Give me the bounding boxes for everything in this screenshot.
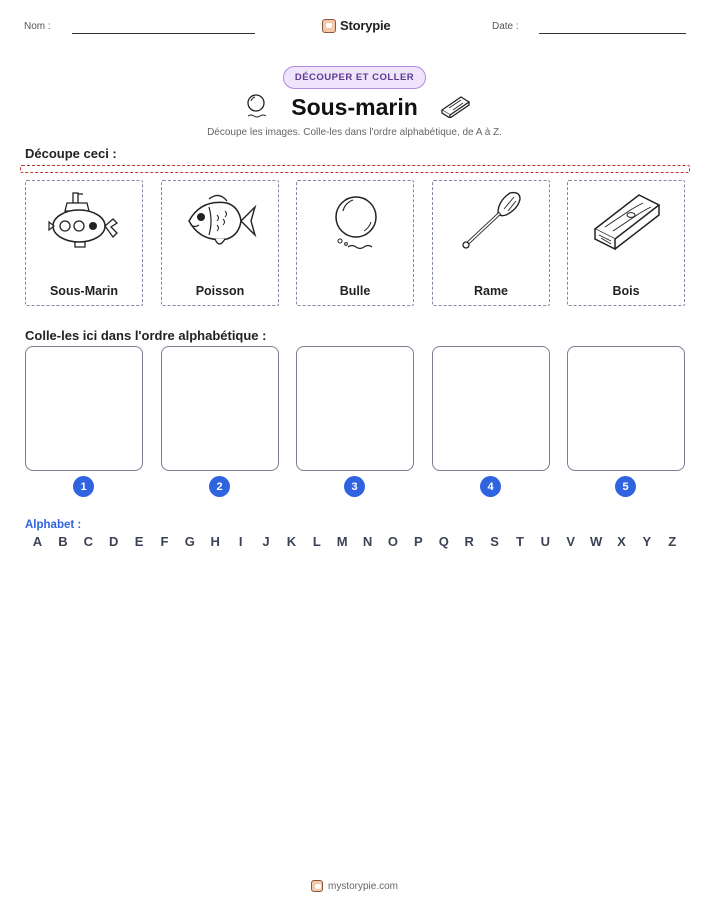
wood-plank-icon xyxy=(587,189,667,255)
alphabet-letter: S xyxy=(490,534,499,549)
storypie-logo-icon xyxy=(322,19,336,33)
name-line xyxy=(72,33,255,34)
alphabet-letter: I xyxy=(238,534,243,549)
alphabet-letter: W xyxy=(589,534,603,549)
number-badge-5: 5 xyxy=(615,476,636,497)
card-label-bubble: Bulle xyxy=(339,284,371,298)
alphabet-letter: H xyxy=(210,534,220,549)
alphabet-letter: R xyxy=(464,534,474,549)
date-label: Date : xyxy=(492,21,519,32)
alphabet-letter: V xyxy=(566,534,576,549)
brand-logo xyxy=(322,18,390,33)
alphabet-letter: A xyxy=(32,534,43,549)
page-title: Sous-marin xyxy=(291,94,418,120)
footer xyxy=(0,880,709,892)
paste-box-3[interactable] xyxy=(296,346,414,471)
alphabet-letter: U xyxy=(540,534,550,549)
paste-box-2[interactable] xyxy=(161,346,279,471)
header xyxy=(0,18,709,38)
alphabet-letter: T xyxy=(515,534,524,549)
paste-box-1[interactable] xyxy=(25,346,143,471)
cut-card-bubble[interactable] xyxy=(296,180,414,306)
alphabet-letter: O xyxy=(387,534,399,549)
submarine-icon xyxy=(45,189,125,255)
cut-line xyxy=(20,165,690,173)
storypie-logo-icon xyxy=(311,880,323,892)
paste-box-4[interactable] xyxy=(432,346,550,471)
alphabet-letter: G xyxy=(184,534,195,549)
number-badge-3: 3 xyxy=(344,476,365,497)
number-badge-1: 1 xyxy=(73,476,94,497)
title-row xyxy=(0,92,709,124)
wood-plank-icon xyxy=(439,94,471,118)
alphabet-letter: Z xyxy=(668,534,677,549)
alphabet-letter: Y xyxy=(642,534,652,549)
alphabet-letter: D xyxy=(108,534,119,549)
alphabet-row xyxy=(25,534,685,549)
alphabet-letter: J xyxy=(262,534,270,549)
alphabet-letter: X xyxy=(617,534,626,549)
bubble-icon xyxy=(316,189,396,255)
number-badge-2: 2 xyxy=(209,476,230,497)
cut-section-heading: Découpe ceci : xyxy=(25,146,117,161)
alphabet-letter: C xyxy=(83,534,93,549)
name-label: Nom : xyxy=(24,21,51,32)
footer-url[interactable]: mystorypie.com xyxy=(327,880,398,892)
cut-card-paddle[interactable] xyxy=(432,180,550,306)
alphabet-letter: L xyxy=(312,534,321,549)
card-label-fish: Poisson xyxy=(195,284,245,298)
alphabet-letter: Q xyxy=(438,534,449,549)
cut-card-fish[interactable] xyxy=(161,180,279,306)
card-label-submarine: Sous-Marin xyxy=(49,284,119,298)
activity-badge: DÉCOUPER ET COLLER xyxy=(283,66,426,89)
fish-icon xyxy=(181,189,261,255)
paddle-icon xyxy=(452,189,532,255)
number-badge-4: 4 xyxy=(480,476,501,497)
alphabet-letter: M xyxy=(336,534,348,549)
cut-card-wood[interactable] xyxy=(567,180,685,306)
alphabet-letter: K xyxy=(286,534,297,549)
instructions: Découpe les images. Colle-les dans l'ordre alphabétique, de A à Z. xyxy=(207,127,502,138)
alphabet-letter: N xyxy=(362,534,373,549)
date-line xyxy=(539,33,686,34)
card-label-wood: Bois xyxy=(612,284,640,298)
paste-box-5[interactable] xyxy=(567,346,685,471)
card-label-paddle: Rame xyxy=(473,284,509,298)
alphabet-letter: P xyxy=(414,534,423,549)
brand-name: Storypie xyxy=(340,18,391,33)
cut-card-submarine[interactable] xyxy=(25,180,143,306)
alphabet-letter: B xyxy=(58,534,68,549)
alphabet-label: Alphabet : xyxy=(25,519,82,531)
paste-section-heading: Colle-les ici dans l'ordre alphabétique : xyxy=(25,328,267,343)
alphabet-letter: F xyxy=(160,534,169,549)
alphabet-letter: E xyxy=(134,534,144,549)
